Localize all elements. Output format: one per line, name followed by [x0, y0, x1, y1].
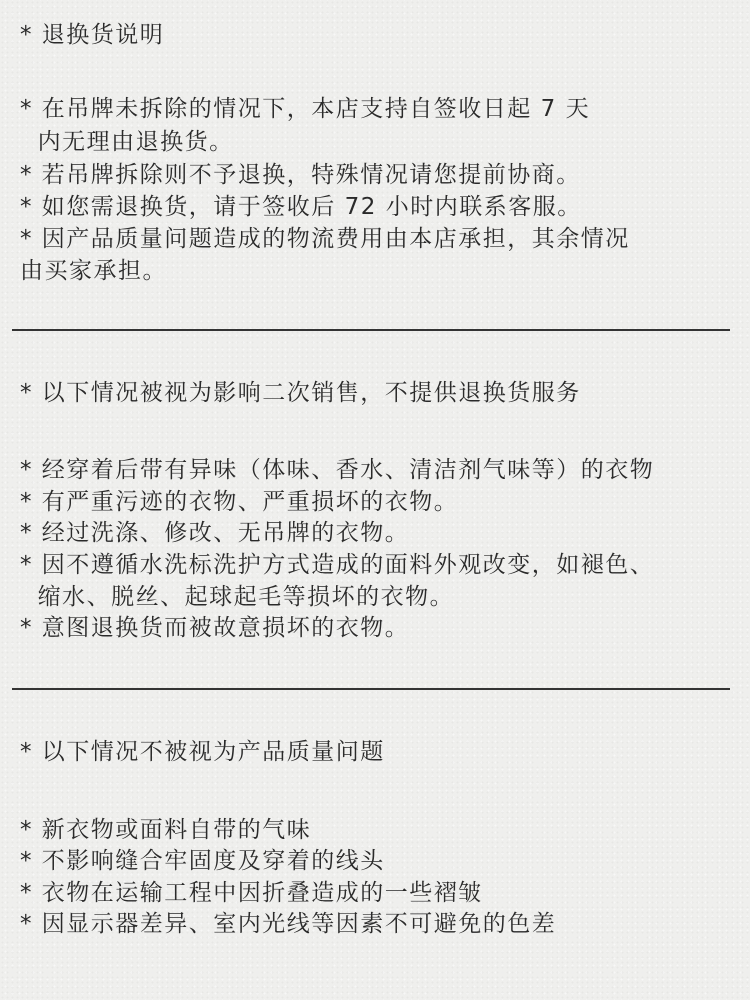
section-divider-2: [12, 688, 730, 690]
quality-item-3: * 衣物在运输工程中因折叠造成的一些褶皱: [20, 880, 483, 906]
policy-line-5: * 因产品质量问题造成的物流费用由本店承担，其余情况: [20, 226, 630, 252]
resale-item-4: * 因不遵循水洗标洗护方式造成的面料外观改变，如褪色、: [20, 552, 655, 578]
page-title: * 退换货说明: [20, 22, 165, 48]
section-divider-1: [12, 329, 730, 331]
policy-line-3: * 若吊牌拆除则不予退换，特殊情况请您提前协商。: [20, 162, 581, 188]
policy-line-6: 由买家承担。: [20, 258, 167, 284]
resale-item-6: * 意图退换货而被故意损坏的衣物。: [20, 615, 410, 641]
resale-item-5: 缩水、脱丝、起球起毛等损坏的衣物。: [20, 584, 455, 610]
policy-line-4: * 如您需退换货，请于签收后 72 小时内联系客服。: [20, 194, 582, 220]
quality-item-4: * 因显示器差异、室内光线等因素不可避免的色差: [20, 911, 557, 937]
resale-item-2: * 有严重污迹的衣物、严重损坏的衣物。: [20, 489, 459, 515]
resale-item-3: * 经过洗涤、修改、无吊牌的衣物。: [20, 520, 410, 546]
resale-item-1: * 经穿着后带有异味（体味、香水、清洁剂气味等）的衣物: [20, 457, 655, 483]
quality-section-heading: * 以下情况不被视为产品质量问题: [20, 739, 385, 765]
quality-item-1: * 新衣物或面料自带的气味: [20, 817, 312, 843]
policy-line-2: 内无理由退换货。: [20, 129, 234, 155]
resale-section-heading: * 以下情况被视为影响二次销售，不提供退换货服务: [20, 380, 581, 406]
quality-item-2: * 不影响缝合牢固度及穿着的线头: [20, 848, 385, 874]
policy-line-1: * 在吊牌未拆除的情况下，本店支持自签收日起 7 天: [20, 96, 591, 122]
